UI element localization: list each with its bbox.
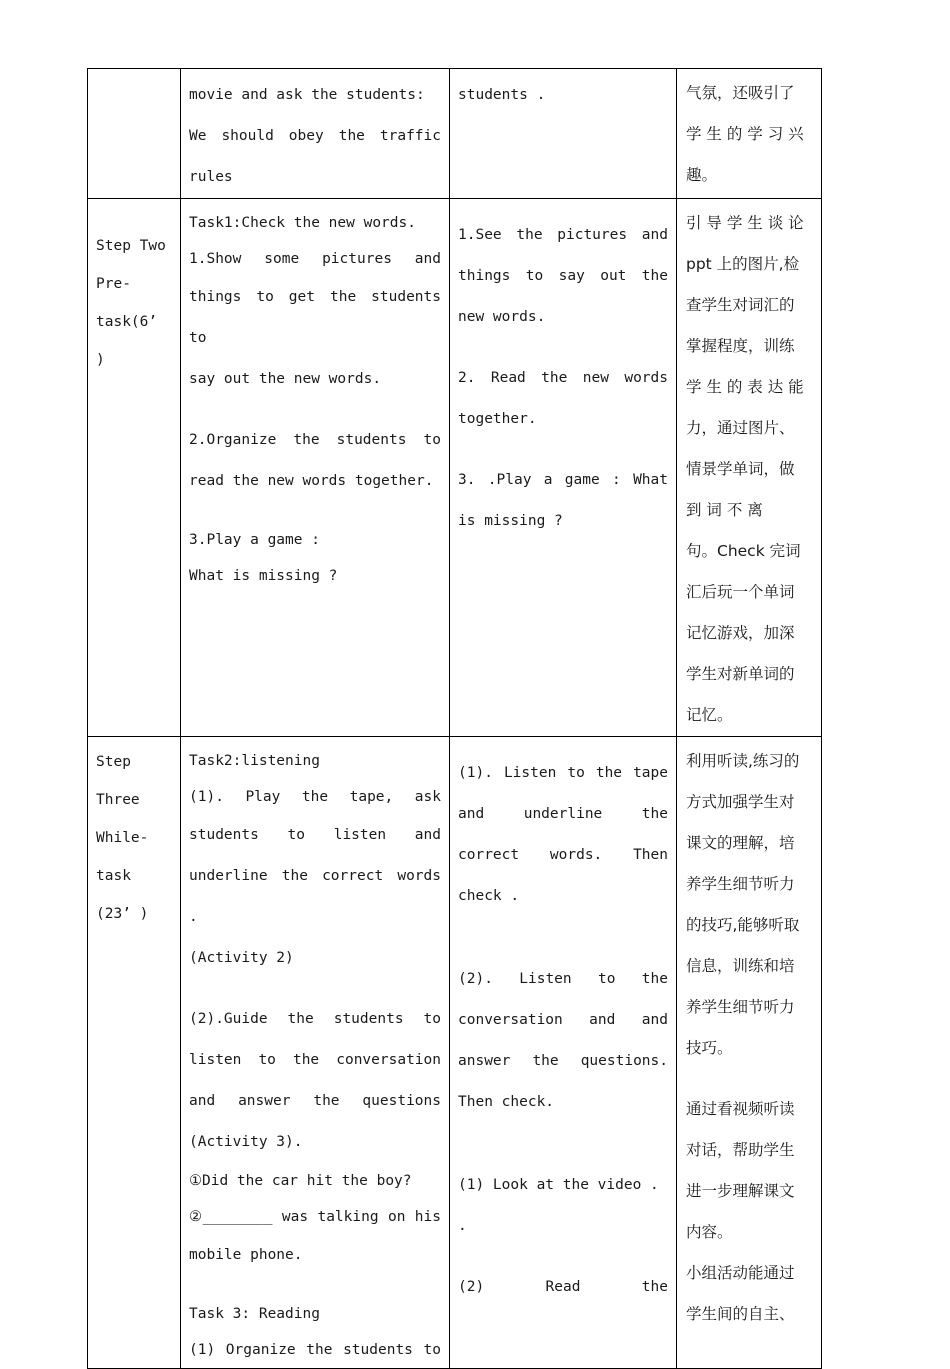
text-line: 学 生 的 表 达 能 bbox=[686, 378, 804, 396]
text-line: 通过看视频听读 bbox=[686, 1100, 795, 1118]
text-line: 1.Show some pictures and bbox=[189, 251, 441, 267]
step-cell bbox=[88, 737, 181, 1369]
teacher-activity-cell bbox=[181, 199, 450, 737]
step-label: Three bbox=[96, 792, 140, 808]
teacher-activity-cell bbox=[181, 737, 450, 1369]
text-line: (1) Look at the video . bbox=[458, 1177, 659, 1193]
text-line: 的技巧,能够听取 bbox=[686, 916, 800, 934]
text-line: 3.Play a game : bbox=[189, 532, 320, 548]
text-line: listen to the conversation bbox=[189, 1052, 441, 1068]
text-line: 趣。 bbox=[686, 166, 718, 184]
purpose-cell bbox=[677, 69, 822, 199]
text-line: is missing ? bbox=[458, 513, 563, 529]
step-label: task(6’ bbox=[96, 314, 158, 330]
text-line: 掌握程度，训练 bbox=[686, 337, 795, 355]
text-line: 3. .Play a game : What bbox=[458, 472, 668, 488]
text-line: 方式加强学生对 bbox=[686, 793, 795, 811]
text-line: 课文的理解，培 bbox=[686, 834, 795, 852]
text-line: and answer the questions bbox=[189, 1093, 441, 1109]
text-line: 2.Organize the students to bbox=[189, 432, 441, 448]
text-line: (1). Listen to the tape bbox=[458, 765, 668, 781]
text-line: 内容。 bbox=[686, 1223, 733, 1241]
text-line: underline the correct words . bbox=[189, 868, 441, 925]
text-line: (1). Play the tape, ask bbox=[189, 789, 441, 805]
text-line: Then check. bbox=[458, 1094, 555, 1110]
student-activity-cell bbox=[450, 737, 677, 1369]
text-line: new words. bbox=[458, 309, 546, 325]
text-line: 句。Check 完词 bbox=[686, 542, 801, 560]
text-line: 利用听读,练习的 bbox=[686, 752, 800, 770]
text-line: 信息，训练和培 bbox=[686, 957, 795, 975]
text-line: 情景学单词，做 bbox=[686, 460, 795, 478]
text-line: (2).Guide the students to bbox=[189, 1011, 441, 1027]
text-line: together. bbox=[458, 411, 537, 427]
text-line: say out the new words. bbox=[189, 371, 382, 387]
text-line: (Activity 3). bbox=[189, 1134, 303, 1150]
text-line: correct words. Then bbox=[458, 847, 668, 863]
text-line: things to say out the bbox=[458, 268, 668, 284]
text-line: 1.See the pictures and bbox=[458, 227, 668, 243]
text-line: mobile phone. bbox=[189, 1247, 303, 1263]
text-line: rules bbox=[189, 169, 233, 185]
step-label: While- bbox=[96, 830, 149, 846]
table-row bbox=[88, 199, 822, 737]
text-line: answer the questions. bbox=[458, 1053, 668, 1069]
step-cell bbox=[88, 69, 181, 199]
purpose-cell bbox=[677, 199, 822, 737]
lesson-plan-table bbox=[87, 68, 822, 1369]
task-heading: Task 3: Reading bbox=[189, 1306, 320, 1322]
text-line: . bbox=[458, 1218, 467, 1234]
student-activity-cell bbox=[450, 69, 677, 199]
text-line: 2. Read the new words bbox=[458, 370, 668, 386]
text-line: students . bbox=[458, 87, 546, 103]
text-line: students to listen and bbox=[189, 827, 441, 843]
text-line: 养学生细节听力 bbox=[686, 998, 795, 1016]
text-line: 小组活动能通过 bbox=[686, 1264, 795, 1282]
table-row bbox=[88, 737, 822, 1369]
teacher-activity-cell bbox=[181, 69, 450, 199]
text-line: and underline the bbox=[458, 806, 668, 822]
text-line: 技巧。 bbox=[686, 1039, 733, 1057]
text-line: (1) Organize the students to bbox=[189, 1342, 441, 1358]
text-line: 汇后玩一个单词 bbox=[686, 583, 795, 601]
text-line: ②________ was talking on his bbox=[189, 1209, 441, 1225]
text-line: (2) Read the bbox=[458, 1279, 668, 1295]
text-line: 力，通过图片、 bbox=[686, 419, 795, 437]
step-label: ) bbox=[96, 352, 105, 368]
step-label: Step Two bbox=[96, 238, 166, 254]
text-line: things to get the students to bbox=[189, 289, 441, 346]
text-line: ppt 上的图片,检 bbox=[686, 255, 800, 273]
text-line: 养学生细节听力 bbox=[686, 875, 795, 893]
text-line: 记忆。 bbox=[686, 706, 733, 724]
text-line: read the new words together. bbox=[189, 473, 434, 489]
step-label: task bbox=[96, 868, 131, 884]
text-line: 进一步理解课文 bbox=[686, 1182, 795, 1200]
text-line: 到 词 不 离 bbox=[686, 501, 763, 519]
step-label: (23’ ) bbox=[96, 906, 149, 922]
purpose-cell bbox=[677, 737, 822, 1369]
text-line: 学生间的自主、 bbox=[686, 1305, 795, 1323]
text-line: 气氛，还吸引了 bbox=[686, 84, 795, 102]
text-line: What is missing ? bbox=[189, 568, 338, 584]
text-line: 学生对新单词的 bbox=[686, 665, 795, 683]
text-line: 学 生 的 学 习 兴 bbox=[686, 125, 804, 143]
step-label: Pre- bbox=[96, 276, 131, 292]
text-line: 记忆游戏，加深 bbox=[686, 624, 795, 642]
text-line: movie and ask the students: bbox=[189, 87, 425, 103]
text-line: 引 导 学 生 谈 论 bbox=[686, 214, 804, 232]
student-activity-cell bbox=[450, 199, 677, 737]
text-line: conversation and and bbox=[458, 1012, 668, 1028]
text-line: 查学生对词汇的 bbox=[686, 296, 795, 314]
table-row bbox=[88, 69, 822, 199]
task-heading: Task2:listening bbox=[189, 753, 320, 769]
text-line: (Activity 2) bbox=[189, 950, 294, 966]
text-line: 对话，帮助学生 bbox=[686, 1141, 795, 1159]
text-line: check . bbox=[458, 888, 520, 904]
task-heading: Task1:Check the new words. bbox=[189, 215, 416, 231]
text-line: (2). Listen to the bbox=[458, 971, 668, 987]
step-label: Step bbox=[96, 754, 131, 770]
text-line: We should obey the traffic bbox=[189, 128, 441, 144]
text-line: ①Did the car hit the boy? bbox=[189, 1173, 412, 1189]
step-cell bbox=[88, 199, 181, 737]
